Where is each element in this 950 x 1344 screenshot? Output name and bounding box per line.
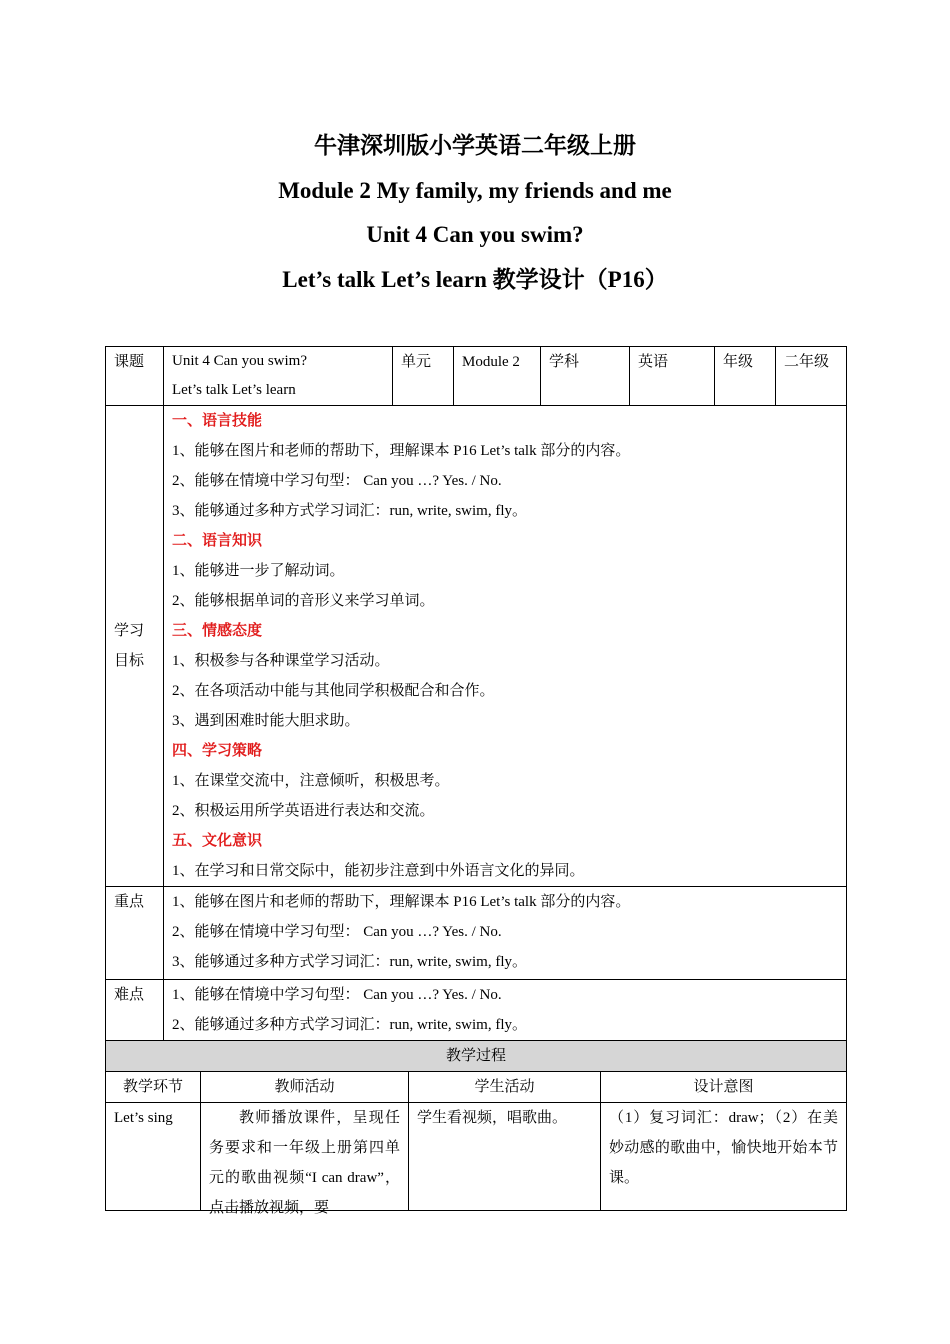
key-points-label: 重点 <box>106 887 164 980</box>
objective-item: 2、积极运用所学英语进行表达和交流。 <box>172 803 435 819</box>
objective-item: 2、能够在情境中学习句型： Can you …? Yes. / No. <box>172 473 502 489</box>
section-heading: 四、学习策略 <box>172 743 263 759</box>
header-student: 学生活动 <box>409 1072 601 1103</box>
key-point-item: 3、能够通过多种方式学习词汇：run, write, swim, fly。 <box>172 954 527 970</box>
topic-line-2: Let’s talk Let’s learn <box>172 382 296 398</box>
title-line-4: Let’s talk Let’s learn 教学设计（P16） <box>282 266 668 292</box>
lesson-info-table <box>105 346 847 1042</box>
difficult-point-item: 1、能够在情境中学习句型： Can you …? Yes. / No. <box>172 987 502 1003</box>
objectives-label-line-1: 学习 <box>114 623 145 639</box>
topic-line-1: Unit 4 Can you swim? <box>172 353 307 369</box>
key-point-item: 1、能够在图片和老师的帮助下，理解课本 P16 Let’s talk 部分的内容。 <box>172 894 631 910</box>
objectives-label <box>106 406 164 887</box>
section-heading: 五、文化意识 <box>172 833 263 849</box>
difficult-points-row <box>106 980 847 1042</box>
process-header-row <box>106 1072 847 1103</box>
grade-value: 二年级 <box>776 347 847 406</box>
title-line-1: 牛津深圳版小学英语二年级上册 <box>314 133 636 158</box>
student-activity-cell: 学生看视频，唱歌曲。 <box>409 1103 601 1211</box>
purpose-cell: （1）复习词汇：draw；（2）在美妙动感的歌曲中，愉快地开始本节课。 <box>601 1103 847 1211</box>
section-heading: 一、语言技能 <box>172 413 263 429</box>
difficult-points-label: 难点 <box>106 980 164 1042</box>
teacher-activity-text: 教师播放课件，呈现任务要求和一年级上册第四单元的歌曲视频“I can draw”，点击播放视频，要 <box>209 1110 400 1216</box>
objective-item: 3、能够通过多种方式学习词汇：run, write, swim, fly。 <box>172 503 527 519</box>
key-point-item: 2、能够在情境中学习句型： Can you …? Yes. / No. <box>172 924 502 940</box>
subject-value: 英语 <box>630 347 715 406</box>
unit-label: 单元 <box>393 347 454 406</box>
difficult-points-content <box>164 980 847 1042</box>
objective-item: 2、在各项活动中能与其他同学积极配合和合作。 <box>172 683 495 699</box>
topic-value <box>164 347 393 406</box>
objectives-content <box>164 406 847 887</box>
teaching-process-table <box>105 1040 847 1216</box>
objectives-row <box>106 406 847 887</box>
objective-item: 2、能够根据单词的音形义来学习单词。 <box>172 593 435 609</box>
info-row <box>106 347 847 406</box>
title-line-3: Unit 4 Can you swim? <box>366 222 584 247</box>
stage-cell: Let’s sing <box>106 1103 201 1211</box>
objective-item: 3、遇到困难时能大胆求助。 <box>172 713 360 729</box>
teacher-activity-cell <box>201 1103 409 1216</box>
header-stage: 教学环节 <box>106 1072 201 1103</box>
section-heading: 二、语言知识 <box>172 533 263 549</box>
objective-item: 1、能够进一步了解动词。 <box>172 563 345 579</box>
objectives-label-line-2: 目标 <box>114 653 145 669</box>
title-line-2: Module 2 My family, my friends and me <box>278 177 672 203</box>
objective-item: 1、在学习和日常交际中，能初步注意到中外语言文化的异同。 <box>172 863 585 879</box>
process-title: 教学过程 <box>106 1041 847 1072</box>
objective-item: 1、在课堂交流中，注意倾听，积极思考。 <box>172 773 450 789</box>
document-title <box>0 124 950 302</box>
key-points-content <box>164 887 847 980</box>
difficult-point-item: 2、能够通过多种方式学习词汇：run, write, swim, fly。 <box>172 1017 527 1033</box>
table-row <box>106 1103 847 1211</box>
header-teacher: 教师活动 <box>201 1072 409 1103</box>
process-title-row <box>106 1041 847 1072</box>
key-points-row <box>106 887 847 980</box>
subject-label: 学科 <box>541 347 630 406</box>
objective-item: 1、能够在图片和老师的帮助下，理解课本 P16 Let’s talk 部分的内容。 <box>172 443 631 459</box>
grade-label: 年级 <box>715 347 776 406</box>
section-heading: 三、情感态度 <box>172 623 263 639</box>
header-purpose: 设计意图 <box>601 1072 847 1103</box>
topic-label: 课题 <box>106 347 164 406</box>
unit-value: Module 2 <box>454 347 541 406</box>
objective-item: 1、积极参与各种课堂学习活动。 <box>172 653 390 669</box>
